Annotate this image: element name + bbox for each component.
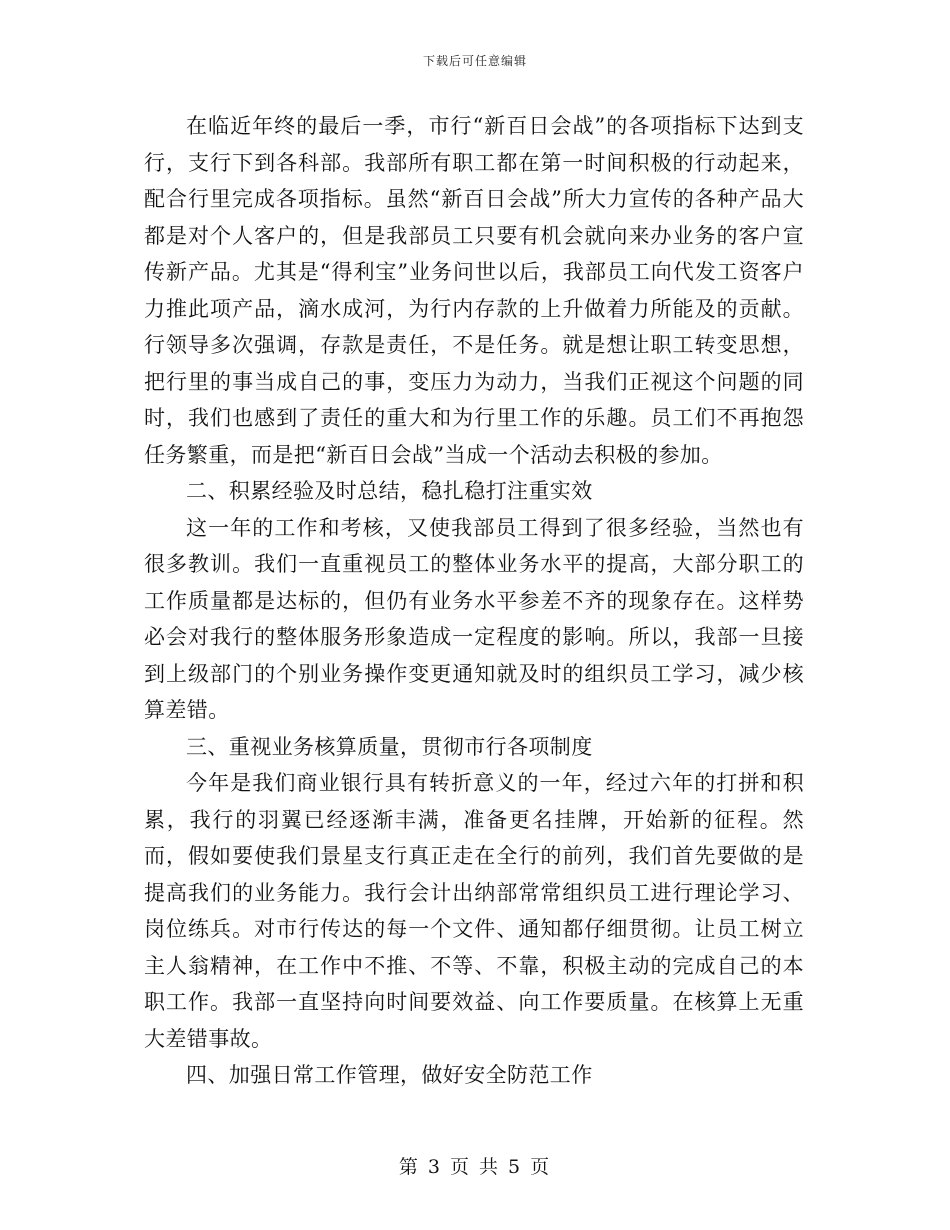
page-number: 第 3 页 共 5 页 [398, 1156, 552, 1178]
paragraph-experience: 这一年的工作和考核，又使我部员工得到了很多经验，当然也有很多教训。我们一直重视员工的整体业务水平的提高，大部分职工的工作质量都是达标的，但仍有业务水平参差不齐的现象存在。这样势必会对我行的整体服务形象造成一定程度的影响。所以，我部一旦接到上级部门的个别业务操作变更通知就及时的组织员工学习，减少核算差错。 [144, 515, 804, 722]
document-body [144, 108, 804, 1094]
paragraph-accounting-quality: 今年是我们商业银行具有转折意义的一年，经过六年的打拼和积累，我行的羽翼已经逐渐丰满，准备更名挂牌，开始新的征程。然而，假如要使我们景星支行真正走在全行的前列，我们首先要做的是提高我们的业务能力。我行会计出纳部常常组织员工进行理论学习、岗位练兵。对市行传达的每一个文件、通知都仔细贯彻。让员工树立主人翁精神，在工作中不推、不等、不靠，积极主动的完成自己的本职工作。我部一直坚持向时间要效益、向工作要质量。在核算上无重大差错事故。 [144, 771, 804, 1051]
section-heading-3: 三、重视业务核算质量，贯彻市行各项制度 [186, 734, 593, 759]
paragraph-sales-campaign: 在临近年终的最后一季，市行“新百日会战”的各项指标下达到支行，支行下到各科部。我部所有职工都在第一时间积极的行动起来，配合行里完成各项指标。虽然“新百日会战”所大力宣传的各种产品大都是对个人客户的，但是我部员工只要有机会就向来办业务的客户宣传新产品。尤其是“得利宝”业务问世以后，我部员工向代发工资客户力推此项产品，滴水成河，为行内存款的上升做着力所能及的贡献。行领导多次强调，存款是责任，不是任务。就是想让职工转变思想，把行里的事当成自己的事，变压力为动力，当我们正视这个问题的同时，我们也感到了责任的重大和为行里工作的乐趣。员工们不再抱怨任务繁重，而是把“新百日会战”当成一个活动去积极的参加。 [144, 114, 804, 467]
section-heading-4: 四、加强日常工作管理，做好安全防范工作 [186, 1063, 593, 1087]
page-header-note: 下载后可任意编辑 [422, 54, 527, 68]
section-heading-2: 二、积累经验及时总结，稳扎稳打注重实效 [186, 479, 593, 503]
